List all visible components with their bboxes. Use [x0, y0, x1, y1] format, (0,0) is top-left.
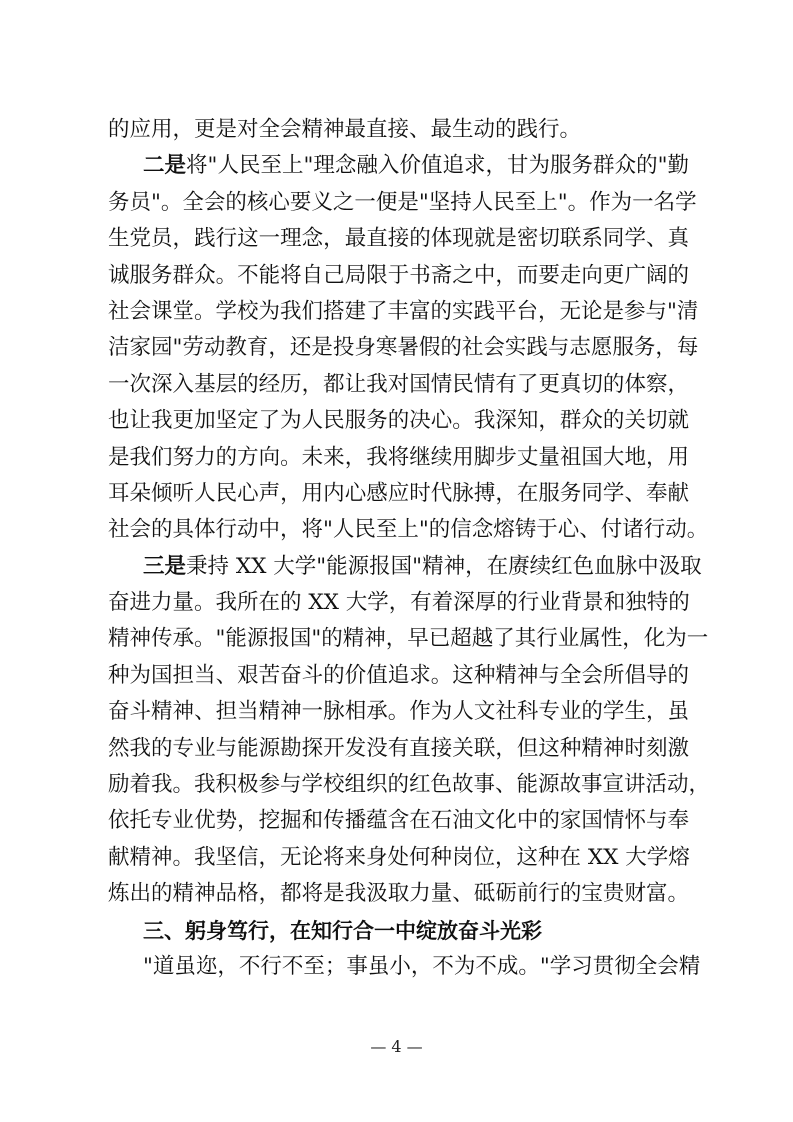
- text-line: [108, 549, 702, 585]
- text-line: [108, 440, 689, 476]
- text-line: [108, 476, 689, 512]
- line-text: 然我的专业与能源勘探开发没有直接关联，但这种精神时刻激: [108, 735, 689, 761]
- paragraph-lead: 三是: [143, 553, 187, 579]
- text-line: [108, 767, 711, 803]
- line-text: 奋进力量。我所在的 XX 大学，有着深厚的行业背景和独特的: [108, 590, 690, 616]
- text-line: [108, 221, 689, 257]
- text-line: [108, 367, 689, 403]
- text-line: [108, 148, 689, 184]
- page-number: — 4 —: [370, 1037, 423, 1056]
- text-line: [108, 294, 699, 330]
- line-text: 秉持 XX 大学"能源报国"精神，在赓续红色血脉中汲取: [186, 553, 702, 579]
- text-line: [108, 949, 701, 985]
- line-text: 奋斗精神、担当精神一脉相承。作为人文社科专业的学生，虽: [108, 699, 689, 725]
- text-line: [108, 185, 697, 221]
- text-line: [108, 621, 709, 657]
- text-line: [108, 112, 689, 148]
- line-text: 的应用，更是对全会精神最直接、最生动的践行。: [108, 117, 582, 142]
- line-text: 三、躬身笃行，在知行合一中绽放奋斗光彩: [143, 918, 542, 943]
- text-line: [108, 585, 689, 621]
- text-line: [108, 658, 689, 694]
- line-text: 依托专业优势，挖掘和传播蕴含在石油文化中的家国情怀与奉: [108, 808, 689, 834]
- text-line: [108, 258, 689, 294]
- line-text: 洁家园"劳动教育，还是投身寒暑假的社会实践与志愿服务，每: [108, 335, 699, 361]
- line-text: 是我们努力的方向。未来，我将继续用脚步丈量祖国大地，用: [108, 444, 689, 470]
- line-text: 务员"。全会的核心要义之一便是"坚持人民至上"。作为一名学: [108, 189, 697, 215]
- line-text: 精神传承。"能源报国"的精神，早已超越了其行业属性，化为一: [108, 626, 709, 652]
- text-line: [108, 840, 689, 876]
- line-text: 励着我。我积极参与学校组织的红色故事、能源故事宣讲活动，: [108, 772, 711, 798]
- line-text: 生党员，践行这一理念，最直接的体现就是密切联系同学、真: [108, 226, 689, 252]
- line-text: 将"人民至上"理念融入价值追求，甘为服务群众的"勤: [186, 153, 689, 179]
- line-text: 诚服务群众。不能将自己局限于书斋之中，而要走向更广阔的: [108, 262, 689, 288]
- text-line: [108, 731, 689, 767]
- line-text: 社会的具体行动中，将"人民至上"的信念熔铸于心、付诸行动。: [108, 517, 709, 543]
- text-line: [108, 330, 699, 366]
- line-text: "道虽迩，不行不至；事虽小，不为不成。"学习贯彻全会精: [143, 953, 701, 979]
- text-line: [108, 403, 689, 439]
- line-text: 一次深入基层的经历，都让我对国情民情有了更真切的体察，: [108, 371, 689, 397]
- line-text: 献精神。我坚信，无论将来身处何种岗位，这种在 XX 大学熔: [108, 844, 690, 870]
- text-line: [108, 803, 689, 839]
- section-heading: [108, 913, 689, 949]
- line-text: 种为国担当、艰苦奋斗的价值追求。这种精神与全会所倡导的: [108, 662, 689, 688]
- line-text: 耳朵倾听人民心声，用内心感应时代脉搏，在服务同学、奉献: [108, 480, 689, 506]
- line-text: 也让我更加坚定了为人民服务的决心。我深知，群众的关切就: [108, 408, 689, 434]
- line-text: 炼出的精神品格，都将是我汲取力量、砥砺前行的宝贵财富。: [108, 881, 689, 907]
- body-text: [108, 112, 711, 985]
- text-line: [108, 876, 689, 912]
- paragraph-lead: 二是: [143, 153, 187, 179]
- line-text: 社会课堂。学校为我们搭建了丰富的实践平台，无论是参与"清: [108, 298, 699, 324]
- text-line: [108, 512, 709, 548]
- text-line: [108, 694, 689, 730]
